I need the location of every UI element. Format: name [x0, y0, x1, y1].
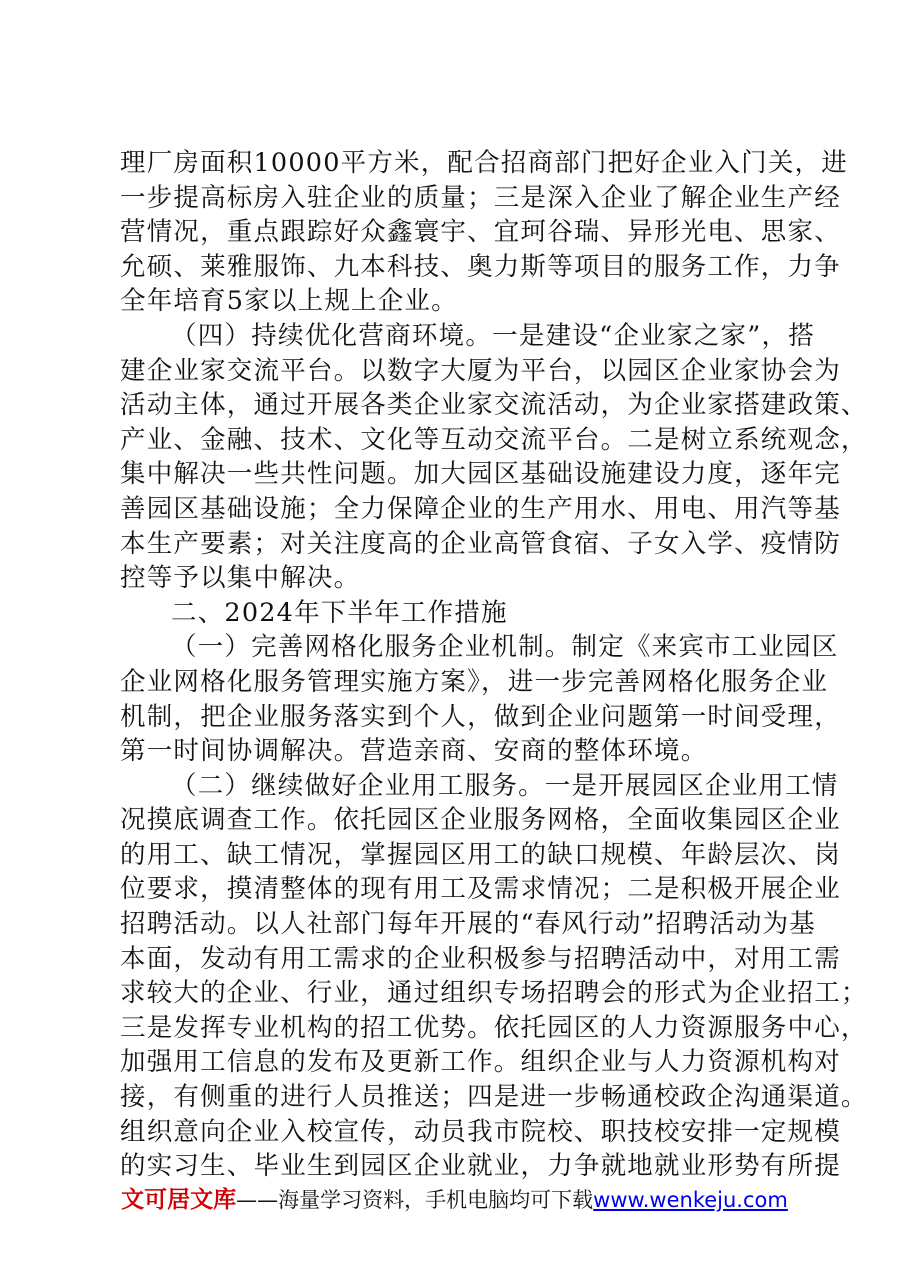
paragraph-line: 企业网格化服务管理实施方案》，进一步完善网格化服务企业	[120, 666, 829, 697]
footer-brand[interactable]: 文可居文库	[121, 1187, 237, 1213]
footer-slogan: ——海量学习资料，手机电脑均可下载	[236, 1188, 594, 1212]
paragraph-line: 产业、金融、技术、文化等互动交流平台。二是树立系统观念，	[120, 424, 868, 455]
paragraph-line: 的实习生、毕业生到园区企业就业，力争就地就业形势有所提	[120, 1151, 841, 1182]
section-heading: 二、2024年下半年工作措施	[171, 597, 508, 628]
paragraph-line: 全年培育5家以上规上企业。	[120, 286, 458, 317]
paragraph-line: 机制，把企业服务落实到个人，做到企业问题第一时间受理，	[120, 701, 841, 732]
paragraph-line: 求较大的企业、行业，通过组织专场招聘会的形式为企业招工；	[120, 978, 868, 1009]
paragraph-line: 位要求，摸清整体的现有用工及需求情况；二是积极开展企业	[120, 874, 841, 905]
paragraph-line: 营情况，重点跟踪好众鑫寰宇、宜珂谷瑞、异形光电、思家、	[120, 217, 841, 248]
paragraph-line: 组织意向企业入校宣传，动员我市院校、职技校安排一定规模	[120, 1116, 841, 1147]
paragraph-line: 建企业家交流平台。以数字大厦为平台，以园区企业家协会为	[120, 355, 841, 386]
paragraph-line: 允硕、莱雅服饰、九本科技、奥力斯等项目的服务工作，力争	[120, 251, 841, 282]
paragraph-line: 一步提高标房入驻企业的质量；三是深入企业了解企业生产经	[120, 182, 841, 213]
paragraph-line: 三是发挥专业机构的招工优势。依托园区的人力资源服务中心，	[120, 1012, 868, 1043]
paragraph-line: 本面，发动有用工需求的企业积极参与招聘活动中，对用工需	[120, 943, 841, 974]
paragraph-line: 本生产要素；对关注度高的企业高管食宿、子女入学、疫情防	[120, 528, 841, 559]
paragraph-line: 第一时间协调解决。营造亲商、安商的整体环境。	[120, 736, 708, 767]
paragraph-line: 善园区基础设施；全力保障企业的生产用水、用电、用汽等基	[120, 493, 841, 524]
paragraph-line: 招聘活动。以人社部门每年开展的“春风行动”招聘活动为基	[120, 909, 816, 940]
paragraph-line: 活动主体，通过开展各类企业家交流活动，为企业家搭建政策、	[120, 390, 868, 421]
paragraph-line: 的用工、缺工情况，掌握园区用工的缺口规模、年龄层次、岗	[120, 839, 841, 870]
footer-url-link[interactable]: www.wenkeju.com	[593, 1188, 788, 1212]
paragraph-line: 控等予以集中解决。	[120, 563, 361, 594]
document-body	[120, 146, 868, 1184]
paragraph-line: （四）持续优化营商环境。一是建设“企业家之家”，搭	[171, 320, 815, 351]
footer-banner	[0, 1181, 909, 1214]
paragraph-line: （一）完善网格化服务企业机制。制定《来宾市工业园区	[171, 632, 839, 663]
paragraph-line: 理厂房面积10000平方米，配合招商部门把好企业入门关，进	[120, 148, 848, 178]
paragraph-line: 加强用工信息的发布及更新工作。组织企业与人力资源机构对	[120, 1047, 841, 1078]
paragraph-line: （二）继续做好企业用工服务。一是开展园区企业用工情	[171, 770, 839, 801]
paragraph-line: 况摸底调查工作。依托园区企业服务网格，全面收集园区企业	[120, 805, 841, 836]
paragraph-line: 接，有侧重的进行人员推送；四是进一步畅通校政企沟通渠道。	[120, 1082, 868, 1113]
paragraph-line: 集中解决一些共性问题。加大园区基础设施建设力度，逐年完	[120, 459, 841, 490]
